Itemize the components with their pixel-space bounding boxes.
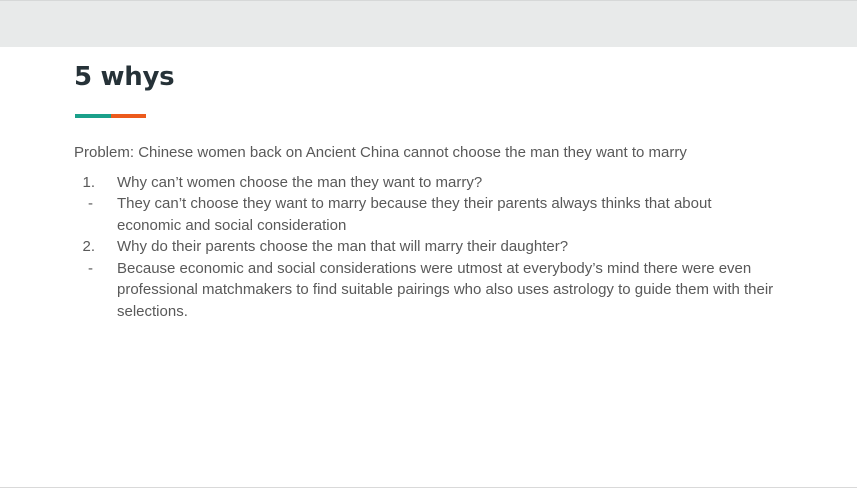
list-item <box>74 193 774 236</box>
answer-1: They can’t choose they want to marry because they their parents always thinks that about economic and social consideration <box>117 195 712 234</box>
title-accent-bar <box>75 114 146 118</box>
slide-title: 5 whys <box>74 62 175 92</box>
problem-statement: Problem: Chinese women back on Ancient China cannot choose the man they want to marry <box>74 144 687 161</box>
why-question-1: Why can’t women choose the man they want to marry? <box>117 173 483 191</box>
list-item <box>74 172 774 194</box>
accent-orange-segment <box>111 114 146 118</box>
list-dash: - <box>88 259 93 277</box>
list-number: 2. <box>82 238 95 255</box>
list-item <box>74 258 774 323</box>
list-dash: - <box>88 195 93 212</box>
slide-canvas <box>0 47 857 488</box>
list-number: 1. <box>82 173 95 191</box>
accent-teal-segment <box>75 114 111 118</box>
top-toolbar-strip <box>0 0 857 47</box>
why-question-2: Why do their parents choose the man that will marry their daughter? <box>117 238 569 255</box>
list-item <box>74 236 774 258</box>
answer-2: Because economic and social considerations were utmost at everybody’s mind there were even professional matchmakers to find suitable pairings who also uses astrology to guide them with their selections. <box>117 259 774 320</box>
slide-body <box>74 142 774 322</box>
